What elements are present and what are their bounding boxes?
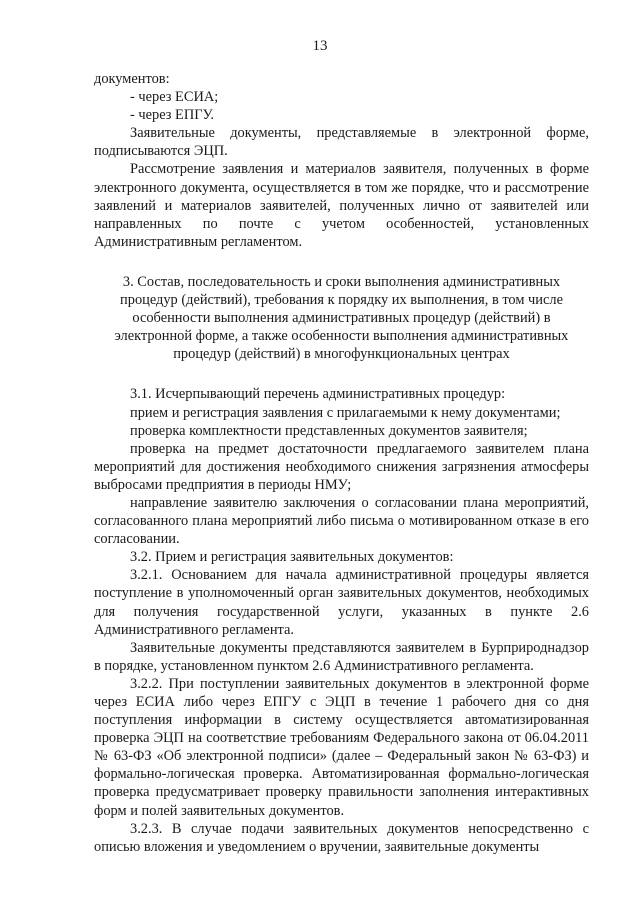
list-item: направление заявителю заключения о согласовании плана мероприятий, согласованного плана мероприятий либо письма о мотивированном отказе в его согласовании. <box>94 494 589 548</box>
page-number: 13 <box>312 38 328 54</box>
paragraph: документов: <box>94 71 170 87</box>
list-item: - через ЕПГУ. <box>130 107 214 124</box>
paragraph: 3.2. Прием и регистрация заявительных документов: <box>130 549 454 566</box>
paragraph: 3.2.1. Основанием для начала административной процедуры является поступление в уполномоченный орган заявительных документов, необходимых для получения государственной услуги, указанных в пункте 2.6 Административного регламента. <box>94 567 589 638</box>
paragraph: Заявительные документы, представляемые в электронной форме, подписываются ЭЦП. <box>94 125 589 160</box>
paragraph: Заявительные документы представляются заявителем в Бурприроднадзор в порядке, установленном пунктом 2.6 Административного регламента. <box>94 639 589 674</box>
list-item: - через ЕСИА; <box>130 89 219 106</box>
paragraph: 3.2.2. При поступлении заявительных документов в электронной форме через ЕСИА либо через ЕПГУ с ЭЦП в течение 1 рабочего дня со дня поступления информации в систему осуществляется автоматизированная проверка ЭЦП на соответствие требованиям Федерального закона от 06.04.2011 № 63-ФЗ «Об электронной подписи» (далее – Федеральный закон № 63-ФЗ) и формально-логическая проверка. Автоматизированная формально-логическая проверка предусматривает проверку правильности заполнения интерактивных форм и полей заявительных документов. <box>94 675 589 819</box>
list-item: проверка на предмет достаточности предлагаемого заявителем плана мероприятий для достижения необходимого снижения загрязнения атмосферы выбросами предприятия в периоды НМУ; <box>94 440 589 493</box>
paragraph: 3.1. Исчерпывающий перечень административных процедур: <box>130 386 506 403</box>
section-heading: 3. Состав, последовательность и сроки выполнения административных процедур (действий), требования к порядку их выполнения, в том числе особенности выполнения административных процедур (действий) в электронной форме, а также особенности выполнения административных процедур (действий) в многофункциональных центрах <box>114 273 569 363</box>
paragraph: 3.2.3. В случае подачи заявительных документов непосредственно с описью вложения и уведомлением о вручении, заявительные документы <box>94 820 589 855</box>
list-item: прием и регистрация заявления с прилагаемыми к нему документами; <box>130 404 561 421</box>
paragraph-group-intro <box>94 70 589 251</box>
document-body <box>94 70 589 856</box>
list-item: проверка комплектности представленных документов заявителя; <box>130 422 528 439</box>
paragraph-group-procedures <box>94 385 589 855</box>
paragraph: Рассмотрение заявления и материалов заявителя, полученных в форме электронного документа, осуществляется в том же порядке, что и рассмотрение заявлений и материалов заявителей, полученных лично от заявителей или направленных по почте с учетом особенностей, установленных Административным регламентом. <box>94 161 589 250</box>
